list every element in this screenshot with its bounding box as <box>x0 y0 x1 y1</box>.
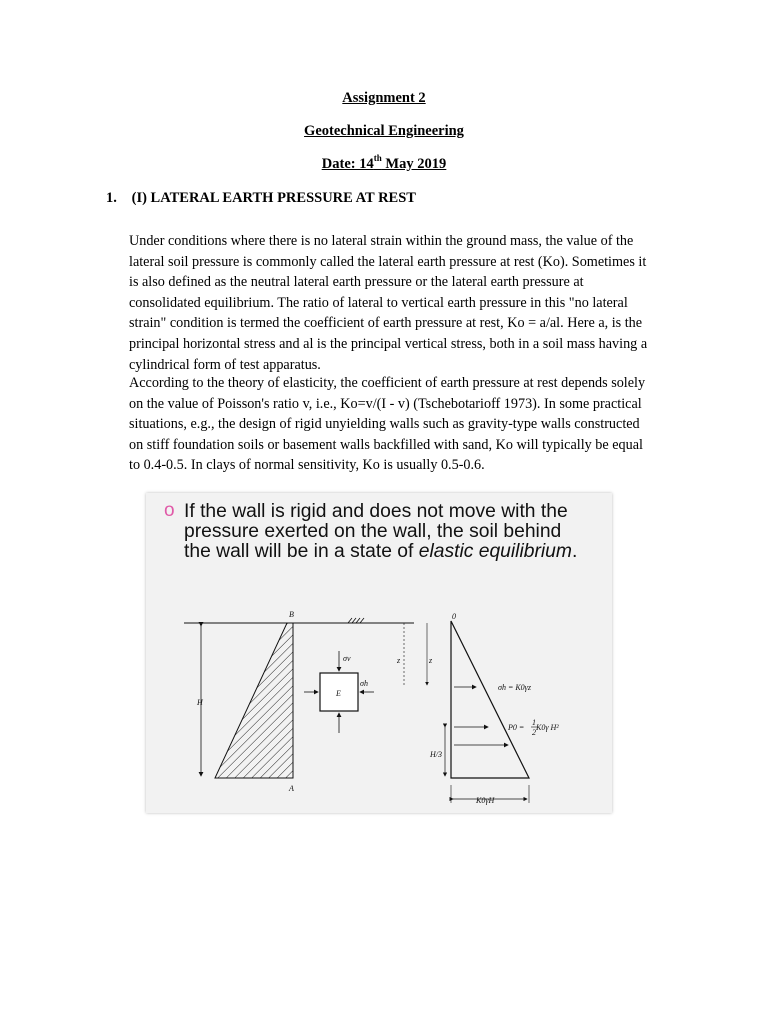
label-a: A <box>289 784 294 793</box>
label-h: H <box>197 698 203 707</box>
paragraph-line: lateral soil pressure is commonly called the lateral earth pressure at rest (Ko). Sometimes it <box>129 253 647 270</box>
bullet-circle-icon: o <box>164 500 175 521</box>
caption-line: If the wall is rigid and does not move with the <box>184 501 568 522</box>
label-h-third: H/3 <box>430 750 442 759</box>
retaining-wall-diagram <box>146 493 612 813</box>
ground-hatch-marks <box>348 618 364 623</box>
pressure-distribution-triangle <box>451 621 529 778</box>
paragraph-line: consolidated equilibrium. The ratio of lateral to vertical earth pressure in this "no lateral <box>129 294 628 311</box>
section-number: 1. <box>106 190 117 206</box>
label-b: B <box>289 610 294 619</box>
label-half-den: 2 <box>532 728 536 737</box>
section-title: (I) LATERAL EARTH PRESSURE AT REST <box>131 190 416 206</box>
paragraph-line: strain" condition is termed the coefficient of earth pressure at rest, Ko = a/al. Here a, is the <box>129 315 643 332</box>
subject-title: Geotechnical Engineering <box>304 123 464 139</box>
label-e: E <box>336 689 341 698</box>
paragraph-line: on the value of Poisson's ratio v, i.e., Ko=v/(I - v) (Tschebotarioff 1973). In some practical <box>129 395 642 412</box>
section-heading <box>106 190 416 207</box>
caption-line: pressure exerted on the wall, the soil behind <box>184 521 562 542</box>
assignment-title: Assignment 2 <box>342 90 426 106</box>
label-half-num: 1 <box>532 718 536 727</box>
paragraph-line: on stiff foundation soils or basement walls backfilled with sand, Ko will typically be equal <box>129 436 643 453</box>
paragraph-line: principal horizontal stress and al is the principal vertical stress, both in a soil mass having a <box>129 335 648 352</box>
label-z1: z <box>397 656 401 665</box>
label-apex: 0 <box>452 612 456 621</box>
paragraph-elasticity <box>129 373 679 476</box>
label-sigma-h: σh <box>360 679 368 688</box>
retaining-wall <box>215 623 293 778</box>
paragraph-definition <box>129 231 679 375</box>
label-z2: z <box>429 656 433 665</box>
caption-emphasis: elastic equilibrium <box>418 541 572 562</box>
label-force-equation-right: K0γ H² <box>536 723 559 732</box>
label-sigma-v: σv <box>343 654 351 663</box>
paragraph-line: Under conditions where there is no lateral strain within the ground mass, the value of the <box>129 233 634 249</box>
label-force-equation-left: P0 = <box>508 723 525 732</box>
paragraph-line: cylindrical form of test apparatus. <box>129 356 321 373</box>
paragraph-line: is also defined as the neutral lateral earth pressure or the lateral earth pressure at <box>129 274 584 291</box>
date-line: Date: 14th May 2019 <box>321 153 447 172</box>
paragraph-line: According to the theory of elasticity, the coefficient of earth pressure at rest depends solely <box>129 375 646 391</box>
caption-line: the wall will be in a state of elastic equilibrium. <box>184 541 578 562</box>
label-stress-equation: σh = K0γz <box>498 683 531 692</box>
label-base: K0γH <box>476 796 495 805</box>
earth-pressure-figure <box>146 493 612 813</box>
paragraph-line: to 0.4-0.5. In clays of normal sensitivity, Ko is usually 0.5-0.6. <box>129 457 485 474</box>
paragraph-line: situations, e.g., the design of rigid unyielding walls such as gravity-type walls constructed <box>129 416 640 433</box>
